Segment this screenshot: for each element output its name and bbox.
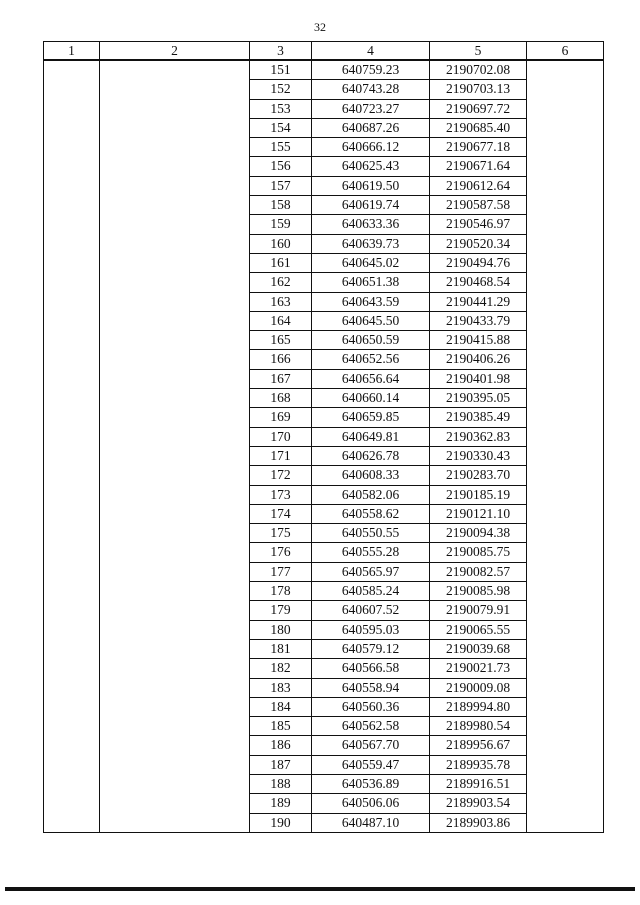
- y-coordinate-cell: 2189903.54: [430, 794, 527, 813]
- y-coordinate-cell: 2190697.72: [430, 99, 527, 118]
- column-header-3: 3: [250, 42, 312, 61]
- point-number-cell: 169: [250, 408, 312, 427]
- point-number-cell: 152: [250, 80, 312, 99]
- col1-merged-cell: [44, 60, 100, 832]
- x-coordinate-cell: 640660.14: [312, 389, 430, 408]
- point-number-cell: 189: [250, 794, 312, 813]
- x-coordinate-cell: 640723.27: [312, 99, 430, 118]
- y-coordinate-cell: 2190185.19: [430, 485, 527, 504]
- y-coordinate-cell: 2190587.58: [430, 196, 527, 215]
- col2-merged-cell: [100, 60, 250, 832]
- coordinates-table: [43, 41, 604, 833]
- x-coordinate-cell: 640595.03: [312, 620, 430, 639]
- point-number-cell: 167: [250, 369, 312, 388]
- x-coordinate-cell: 640558.94: [312, 678, 430, 697]
- x-coordinate-cell: 640560.36: [312, 697, 430, 716]
- y-coordinate-cell: 2189956.67: [430, 736, 527, 755]
- y-coordinate-cell: 2190039.68: [430, 639, 527, 658]
- point-number-cell: 161: [250, 253, 312, 272]
- point-number-cell: 181: [250, 639, 312, 658]
- x-coordinate-cell: 640759.23: [312, 60, 430, 80]
- point-number-cell: 174: [250, 504, 312, 523]
- x-coordinate-cell: 640536.89: [312, 774, 430, 793]
- y-coordinate-cell: 2190468.54: [430, 273, 527, 292]
- x-coordinate-cell: 640607.52: [312, 601, 430, 620]
- x-coordinate-cell: 640555.28: [312, 543, 430, 562]
- x-coordinate-cell: 640639.73: [312, 234, 430, 253]
- y-coordinate-cell: 2190401.98: [430, 369, 527, 388]
- y-coordinate-cell: 2190671.64: [430, 157, 527, 176]
- x-coordinate-cell: 640659.85: [312, 408, 430, 427]
- x-coordinate-cell: 640558.62: [312, 504, 430, 523]
- x-coordinate-cell: 640652.56: [312, 350, 430, 369]
- y-coordinate-cell: 2190085.98: [430, 582, 527, 601]
- y-coordinate-cell: 2190703.13: [430, 80, 527, 99]
- y-coordinate-cell: 2189935.78: [430, 755, 527, 774]
- x-coordinate-cell: 640650.59: [312, 331, 430, 350]
- x-coordinate-cell: 640649.81: [312, 427, 430, 446]
- x-coordinate-cell: 640651.38: [312, 273, 430, 292]
- y-coordinate-cell: 2190612.64: [430, 176, 527, 195]
- header-row: [44, 42, 604, 61]
- y-coordinate-cell: 2190009.08: [430, 678, 527, 697]
- x-coordinate-cell: 640666.12: [312, 138, 430, 157]
- y-coordinate-cell: 2190441.29: [430, 292, 527, 311]
- x-coordinate-cell: 640656.64: [312, 369, 430, 388]
- point-number-cell: 187: [250, 755, 312, 774]
- point-number-cell: 179: [250, 601, 312, 620]
- point-number-cell: 188: [250, 774, 312, 793]
- x-coordinate-cell: 640687.26: [312, 118, 430, 137]
- point-number-cell: 178: [250, 582, 312, 601]
- y-coordinate-cell: 2190362.83: [430, 427, 527, 446]
- y-coordinate-cell: 2190085.75: [430, 543, 527, 562]
- x-coordinate-cell: 640619.74: [312, 196, 430, 215]
- x-coordinate-cell: 640743.28: [312, 80, 430, 99]
- column-header-2: 2: [100, 42, 250, 61]
- y-coordinate-cell: 2190283.70: [430, 466, 527, 485]
- point-number-cell: 182: [250, 659, 312, 678]
- y-coordinate-cell: 2190520.34: [430, 234, 527, 253]
- y-coordinate-cell: 2190677.18: [430, 138, 527, 157]
- y-coordinate-cell: 2190121.10: [430, 504, 527, 523]
- point-number-cell: 165: [250, 331, 312, 350]
- point-number-cell: 170: [250, 427, 312, 446]
- y-coordinate-cell: 2190406.26: [430, 350, 527, 369]
- x-coordinate-cell: 640619.50: [312, 176, 430, 195]
- point-number-cell: 186: [250, 736, 312, 755]
- y-coordinate-cell: 2189980.54: [430, 717, 527, 736]
- y-coordinate-cell: 2189916.51: [430, 774, 527, 793]
- col6-merged-cell: [527, 60, 604, 832]
- x-coordinate-cell: 640559.47: [312, 755, 430, 774]
- point-number-cell: 184: [250, 697, 312, 716]
- point-number-cell: 183: [250, 678, 312, 697]
- point-number-cell: 155: [250, 138, 312, 157]
- y-coordinate-cell: 2190094.38: [430, 524, 527, 543]
- column-header-6: 6: [527, 42, 604, 61]
- point-number-cell: 164: [250, 311, 312, 330]
- y-coordinate-cell: 2189903.86: [430, 813, 527, 832]
- y-coordinate-cell: 2190494.76: [430, 253, 527, 272]
- column-header-1: 1: [44, 42, 100, 61]
- point-number-cell: 154: [250, 118, 312, 137]
- point-number-cell: 190: [250, 813, 312, 832]
- page-number: 32: [314, 20, 326, 34]
- point-number-cell: 157: [250, 176, 312, 195]
- bottom-rule: [5, 887, 635, 891]
- y-coordinate-cell: 2190702.08: [430, 60, 527, 80]
- point-number-cell: 156: [250, 157, 312, 176]
- x-coordinate-cell: 640566.58: [312, 659, 430, 678]
- x-coordinate-cell: 640626.78: [312, 446, 430, 465]
- point-number-cell: 171: [250, 446, 312, 465]
- y-coordinate-cell: 2190433.79: [430, 311, 527, 330]
- point-number-cell: 180: [250, 620, 312, 639]
- point-number-cell: 166: [250, 350, 312, 369]
- y-coordinate-cell: 2190415.88: [430, 331, 527, 350]
- x-coordinate-cell: 640625.43: [312, 157, 430, 176]
- point-number-cell: 162: [250, 273, 312, 292]
- y-coordinate-cell: 2190079.91: [430, 601, 527, 620]
- x-coordinate-cell: 640645.02: [312, 253, 430, 272]
- x-coordinate-cell: 640585.24: [312, 582, 430, 601]
- x-coordinate-cell: 640487.10: [312, 813, 430, 832]
- point-number-cell: 172: [250, 466, 312, 485]
- point-number-cell: 153: [250, 99, 312, 118]
- point-number-cell: 176: [250, 543, 312, 562]
- x-coordinate-cell: 640608.33: [312, 466, 430, 485]
- y-coordinate-cell: 2189994.80: [430, 697, 527, 716]
- x-coordinate-cell: 640643.59: [312, 292, 430, 311]
- table-row: [44, 60, 604, 80]
- x-coordinate-cell: 640562.58: [312, 717, 430, 736]
- point-number-cell: 185: [250, 717, 312, 736]
- y-coordinate-cell: 2190685.40: [430, 118, 527, 137]
- point-number-cell: 175: [250, 524, 312, 543]
- point-number-cell: 163: [250, 292, 312, 311]
- y-coordinate-cell: 2190395.05: [430, 389, 527, 408]
- y-coordinate-cell: 2190330.43: [430, 446, 527, 465]
- x-coordinate-cell: 640645.50: [312, 311, 430, 330]
- x-coordinate-cell: 640567.70: [312, 736, 430, 755]
- y-coordinate-cell: 2190021.73: [430, 659, 527, 678]
- point-number-cell: 173: [250, 485, 312, 504]
- column-header-4: 4: [312, 42, 430, 61]
- x-coordinate-cell: 640579.12: [312, 639, 430, 658]
- point-number-cell: 160: [250, 234, 312, 253]
- y-coordinate-cell: 2190546.97: [430, 215, 527, 234]
- x-coordinate-cell: 640506.06: [312, 794, 430, 813]
- y-coordinate-cell: 2190065.55: [430, 620, 527, 639]
- x-coordinate-cell: 640582.06: [312, 485, 430, 504]
- point-number-cell: 151: [250, 60, 312, 80]
- table-body: [44, 60, 604, 832]
- point-number-cell: 158: [250, 196, 312, 215]
- x-coordinate-cell: 640565.97: [312, 562, 430, 581]
- y-coordinate-cell: 2190385.49: [430, 408, 527, 427]
- x-coordinate-cell: 640550.55: [312, 524, 430, 543]
- x-coordinate-cell: 640633.36: [312, 215, 430, 234]
- point-number-cell: 177: [250, 562, 312, 581]
- column-header-5: 5: [430, 42, 527, 61]
- y-coordinate-cell: 2190082.57: [430, 562, 527, 581]
- point-number-cell: 159: [250, 215, 312, 234]
- point-number-cell: 168: [250, 389, 312, 408]
